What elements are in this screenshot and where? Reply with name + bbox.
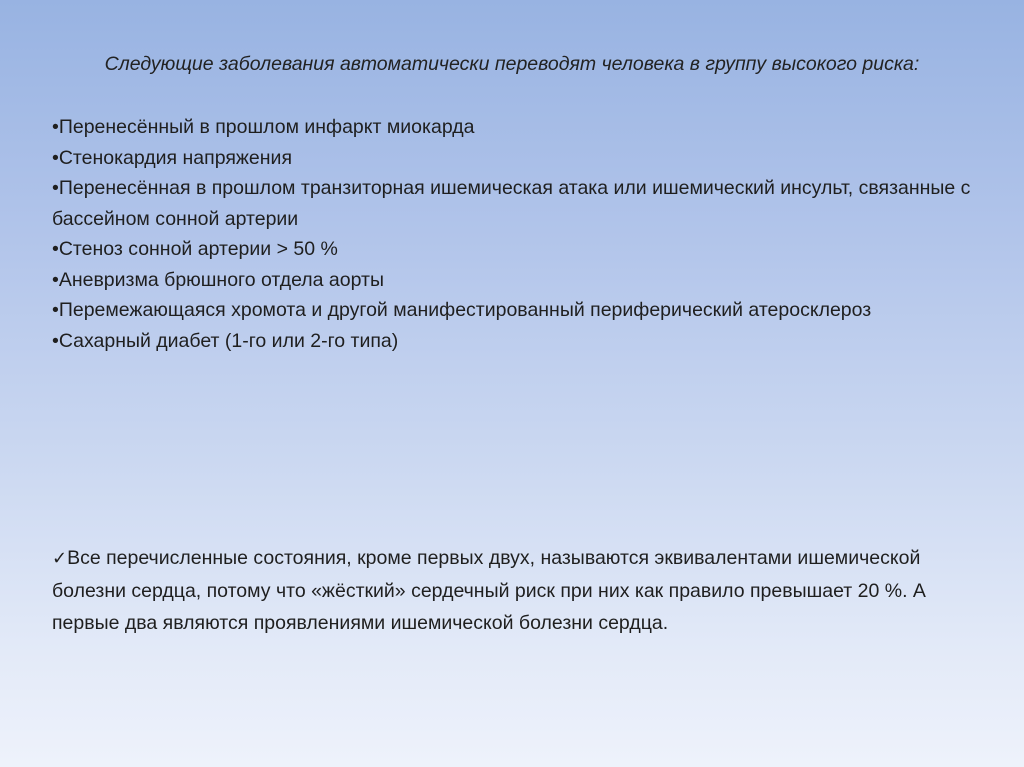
bullet: • xyxy=(52,268,59,291)
bullet: • xyxy=(52,238,59,260)
list-item xyxy=(52,173,972,234)
list-item xyxy=(52,295,972,326)
note-paragraph xyxy=(52,542,972,639)
list-item-text: Аневризма брюшного отдела аорты xyxy=(58,268,384,291)
bullet: • xyxy=(52,329,59,352)
risk-condition-list xyxy=(52,112,972,356)
list-item xyxy=(52,326,972,357)
bullet: • xyxy=(52,116,59,138)
checkmark-icon: ✓ xyxy=(52,548,68,569)
list-item-text: Сахарный диабет (1-го или 2-го типа) xyxy=(58,329,399,352)
note-text: Все перечисленные состояния, кроме первых двух, называются эквивалентами ишемической болезни сердца, потому что «жёсткий» сердечный риск при них как правило превышает 20 %. А первые два являются проявлениями ишемической болезни сердца. xyxy=(52,547,926,634)
bullet: • xyxy=(52,177,59,199)
list-item xyxy=(52,234,972,265)
bullet: • xyxy=(52,146,59,169)
list-item xyxy=(52,265,972,296)
bullet: • xyxy=(52,299,59,321)
list-item xyxy=(52,112,972,143)
list-item-text: Перенесённая в прошлом транзиторная ишемическая атака или ишемический инсульт, связанные с бассейном сонной артерии xyxy=(52,177,971,230)
list-item-text: Перенесённый в прошлом инфаркт миокарда xyxy=(58,116,475,138)
slide-heading: Следующие заболевания автоматически переводят человека в группу высокого риска: xyxy=(104,53,920,75)
list-item-text: Стеноз сонной артерии > 50 % xyxy=(58,238,338,260)
list-item xyxy=(52,143,972,174)
list-item-text: Перемежающаяся хромота и другой манифестированный периферический атеросклероз xyxy=(58,299,872,321)
list-item-text: Стенокардия напряжения xyxy=(58,146,292,169)
